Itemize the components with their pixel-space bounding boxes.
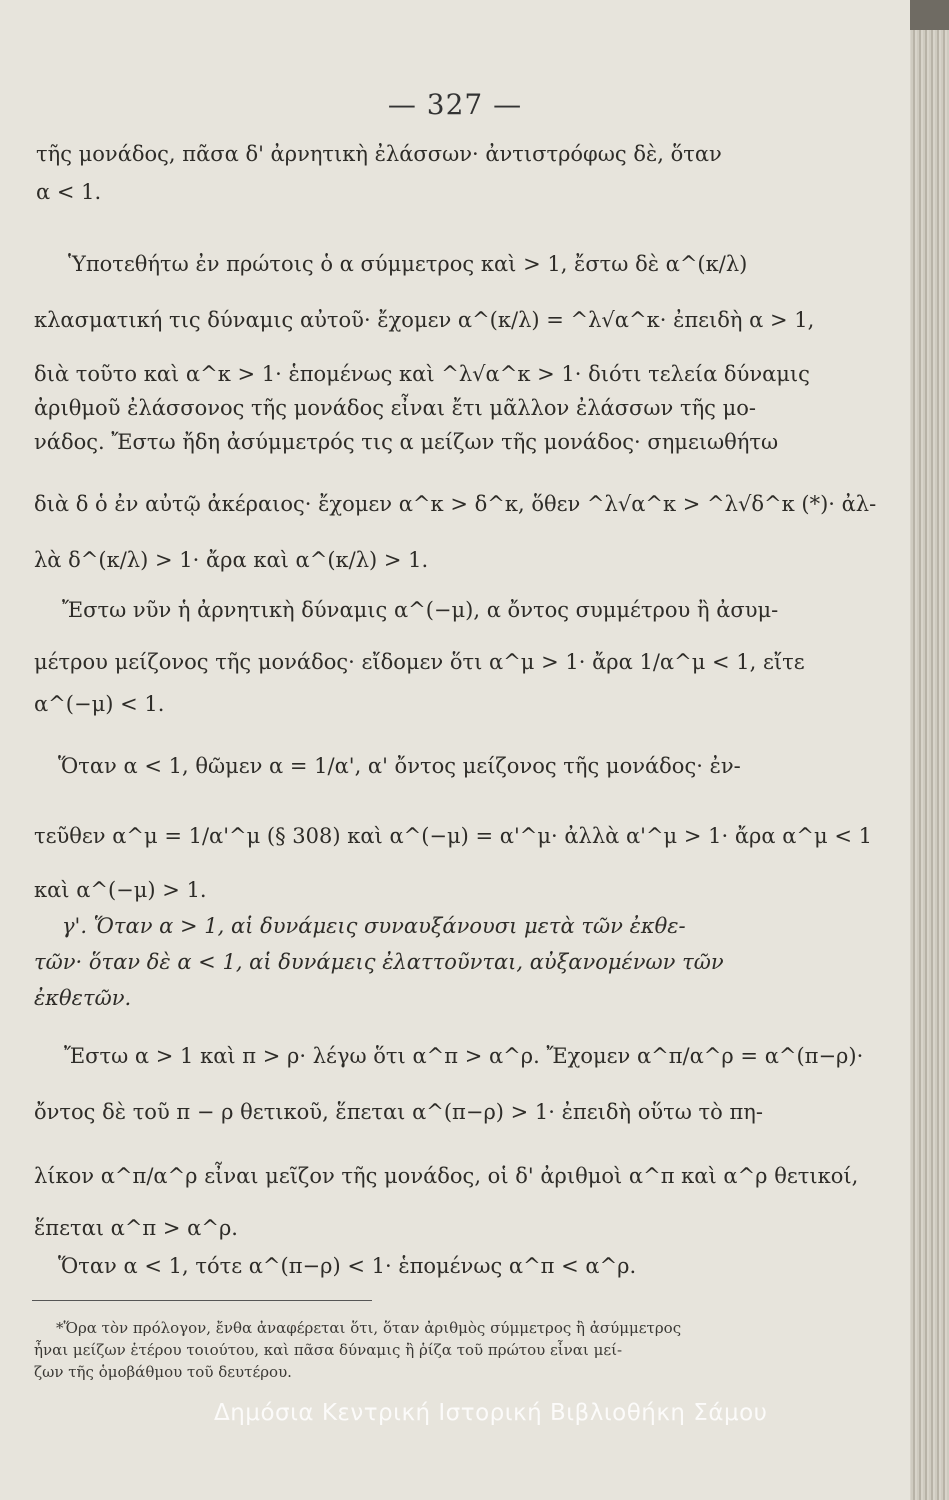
text-line: Ὑποτεθήτω ἐν πρώτοις ὁ α σύμμετρος καὶ > 1, ἔστω δὲ α^(κ/λ) [68,252,748,276]
text-line: καὶ α^(−μ) > 1. [34,878,207,902]
text-line: ἕπεται α^π > α^ρ. [34,1216,238,1240]
text-line: Ὅταν α < 1, τότε α^(π−ρ) < 1· ἑπομένως α^π < α^ρ. [58,1254,637,1278]
footnote-line: ἦναι μείζων ἑτέρου τοιούτου, καὶ πᾶσα δύναμις ἢ ῥίζα τοῦ πρώτου εἶναι μεί- [34,1341,623,1359]
text-line: ἀριθμοῦ ἐλάσσονος τῆς μονάδος εἶναι ἔτι μᾶλλον ἐλάσσων τῆς μο- [34,396,756,420]
text-line: νάδος. Ἔστω ἤδη ἀσύμμετρός τις α μείζων τῆς μονάδος· σημειωθήτω [34,430,779,454]
text-line: ἐκθετῶν. [34,986,132,1010]
text-line: ὄντος δὲ τοῦ π − ρ θετικοῦ, ἕπεται α^(π−ρ) > 1· ἐπειδὴ οὕτω τὸ πη- [34,1100,763,1124]
text-line: τῶν· ὅταν δὲ α < 1, αἱ δυνάμεις ἐλαττοῦνται, αὐξανομένων τῶν [34,950,724,974]
text-line: λὰ δ^(κ/λ) > 1· ἄρα καὶ α^(κ/λ) > 1. [34,548,429,572]
text-line: λίκον α^π/α^ρ εἶναι μεῖζον τῆς μονάδος, οἱ δ' ἀριθμοὶ α^π καὶ α^ρ θετικοί, [34,1164,859,1188]
footnote-line: *Ὅρα τὸν πρόλογον, ἔνθα ἀναφέρεται ὅτι, ὅταν ἀριθμὸς σύμμετρος ἢ ἀσύμμετρος [56,1319,682,1337]
text-line: διὰ δ ὁ ἐν αὐτῷ ἀκέραιος· ἔχομεν α^κ > δ^κ, ὅθεν ^λ√α^κ > ^λ√δ^κ (*)· ἀλ- [34,492,877,516]
footnote-rule [32,1300,372,1301]
text-line: τῆς μονάδος, πᾶσα δ' ἀρνητικὴ ἐλάσσων· ἀντιστρόφως δὲ, ὅταν [36,142,722,166]
text-line: α^(−μ) < 1. [34,692,165,716]
text-line: Ὅταν α < 1, θῶμεν α = 1/α', α' ὄντος μείζονος τῆς μονάδος· ἐν- [58,754,741,778]
page-number: — 327 — [387,88,523,121]
text-line: Ἔστω νῦν ἡ ἀρνητικὴ δύναμις α^(−μ), α ὄντος συμμέτρου ἢ ἀσυμ- [62,598,779,622]
text-line: α < 1. [36,180,102,204]
footnote-line: ζων τῆς ὁμοβάθμου τοῦ δευτέρου. [34,1363,292,1381]
text-line: Ἔστω α > 1 καὶ π > ρ· λέγω ὅτι α^π > α^ρ. Ἔχομεν α^π/α^ρ = α^(π−ρ)· [64,1044,864,1068]
text-line: κλασματική τις δύναμις αὐτοῦ· ἔχομεν α^(κ/λ) = ^λ√α^κ· ἐπειδὴ α > 1, [34,308,815,332]
page-edges [905,30,949,1500]
text-line: μέτρου μείζονος τῆς μονάδος· εἴδομεν ὅτι α^μ > 1· ἄρα 1/α^μ < 1, εἴτε [34,650,805,674]
library-watermark: Δημόσια Κεντρική Ιστορική Βιβλιοθήκη Σάμου [214,1400,768,1426]
text-line: διὰ τοῦτο καὶ α^κ > 1· ἑπομένως καὶ ^λ√α^κ > 1· διότι τελεία δύναμις [34,362,810,386]
text-line: τεῦθεν α^μ = 1/α'^μ (§ 308) καὶ α^(−μ) = α'^μ· ἀλλὰ α'^μ > 1· ἄρα α^μ < 1 [34,824,872,848]
text-line: γ'. Ὅταν α > 1, αἱ δυνάμεις συναυξάνουσι μετὰ τῶν ἐκθε- [62,914,686,938]
